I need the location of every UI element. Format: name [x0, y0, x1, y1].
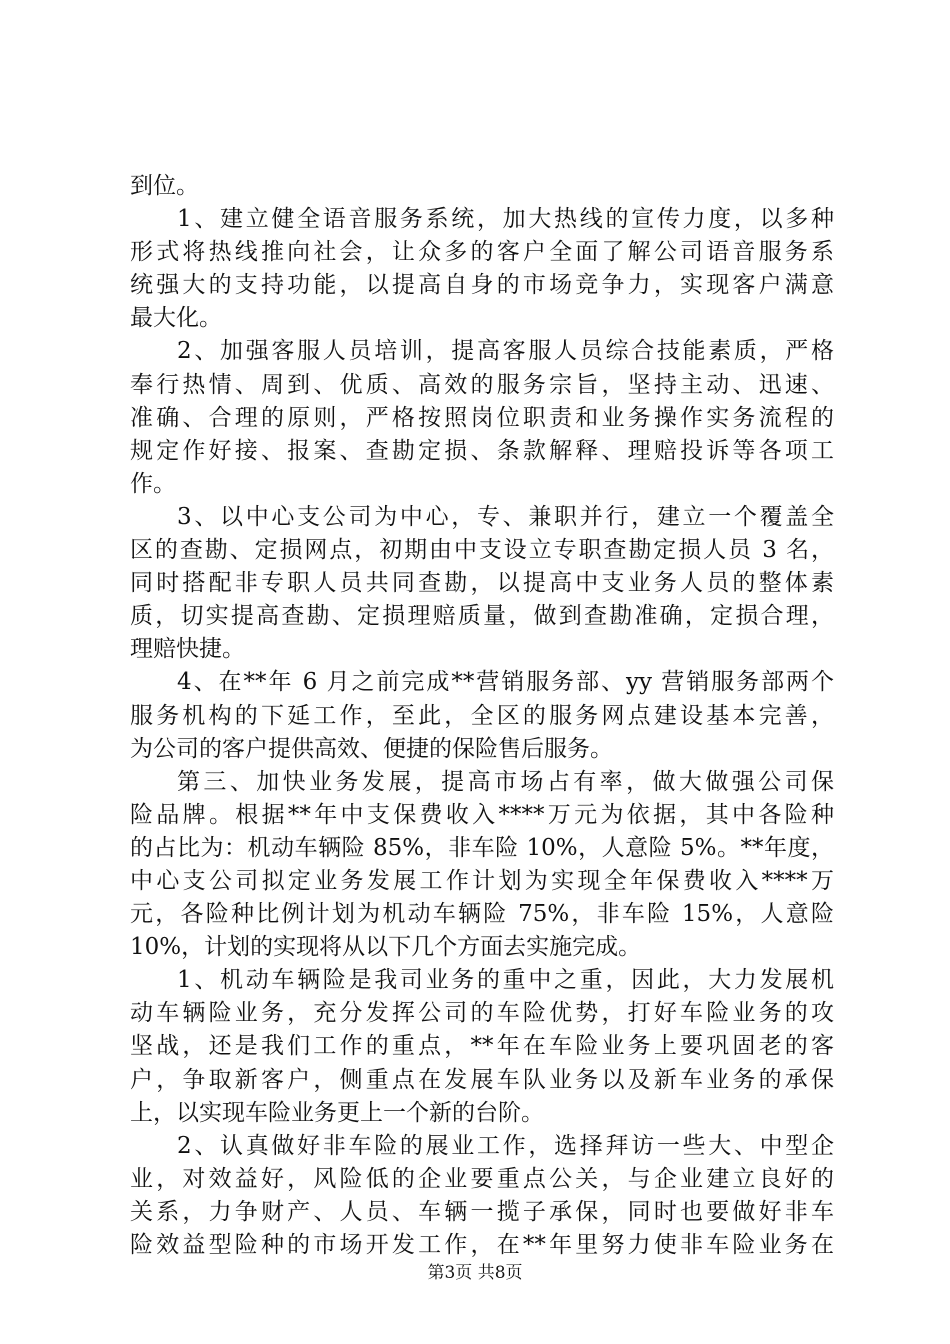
- paragraph-line: 中心支公司拟定业务发展工作计划为实现全年保费收入****万: [130, 867, 834, 894]
- paragraph-line: 动车辆险业务，充分发挥公司的车险优势，打好车险业务的攻: [130, 1000, 834, 1027]
- paragraph-line: 元，各险种比例计划为机动车辆险 75%，非车险 15%，人意险: [130, 901, 834, 928]
- paragraph-line: 4、在**年 6 月之前完成**营销服务部、yy 营销服务部两个: [177, 669, 834, 696]
- paragraph-line: 险品牌。根据**年中支保费收入****万元为依据，其中各险种: [130, 801, 834, 828]
- paragraph-line: 最大化。: [130, 305, 222, 332]
- paragraph-line: 理赔快捷。: [130, 636, 245, 663]
- paragraph-line: 奉行热情、周到、优质、高效的服务宗旨，坚持主动、迅速、: [130, 371, 834, 398]
- paragraph-line: 上，以实现车险业务更上一个新的台阶。: [130, 1099, 544, 1126]
- paragraph-line: 2、加强客服人员培训，提高客服人员综合技能素质，严格: [177, 338, 834, 365]
- page-footer: 第3页 共8页: [427, 1263, 523, 1283]
- paragraph-line: 10%，计划的实现将从以下几个方面去实施完成。: [130, 934, 642, 961]
- paragraph-line: 到位。: [130, 173, 199, 199]
- paragraph-line: 规定作好接、报案、查勘定损、条款解释、理赔投诉等各项工: [130, 437, 834, 464]
- paragraph-line: 3、以中心支公司为中心，专、兼职并行，建立一个覆盖全: [177, 503, 834, 530]
- paragraph-line: 准确、合理的原则，严格按照岗位职责和业务操作实务流程的: [130, 404, 834, 431]
- paragraph-line: 同时搭配非专职人员共同查勘，以提高中支业务人员的整体素: [130, 570, 834, 597]
- paragraph-line: 区的查勘、定损网点，初期由中支设立专职查勘定损人员 3 名，: [130, 537, 834, 564]
- paragraph-line: 统强大的支持功能，以提高自身的市场竞争力，实现客户满意: [130, 272, 834, 299]
- paragraph-line: 服务机构的下延工作，至此，全区的服务网点建设基本完善，: [130, 702, 834, 729]
- paragraph-line: 第三、加快业务发展，提高市场占有率，做大做强公司保: [177, 768, 834, 795]
- document-body: [130, 170, 834, 1262]
- paragraph-line: 作。: [130, 470, 176, 497]
- paragraph-line: 1、机动车辆险是我司业务的重中之重，因此，大力发展机: [177, 967, 834, 994]
- paragraph-line: 1、建立健全语音服务系统，加大热线的宣传力度，以多种: [177, 206, 834, 233]
- paragraph-line: 险效益型险种的市场开发工作，在**年里努力使非车险业务在: [130, 1232, 834, 1258]
- paragraph-line: 形式将热线推向社会，让众多的客户全面了解公司语音服务系: [130, 239, 834, 266]
- paragraph-line: 坚战，还是我们工作的重点，**年在车险业务上要巩固老的客: [130, 1033, 834, 1060]
- paragraph-line: 的占比为：机动车辆险 85%，非车险 10%，人意险 5%。**年度，: [130, 834, 834, 861]
- paragraph-line: 业，对效益好，风险低的企业要重点公关，与企业建立良好的: [130, 1165, 834, 1192]
- paragraph-line: 质，切实提高查勘、定损理赔质量，做到查勘准确，定损合理，: [130, 603, 834, 630]
- paragraph-line: 关系，力争财产、人员、车辆一揽子承保，同时也要做好非车: [130, 1198, 834, 1225]
- paragraph-line: 为公司的客户提供高效、便捷的保险售后服务。: [130, 735, 613, 762]
- paragraph-line: 2、认真做好非车险的展业工作，选择拜访一些大、中型企: [177, 1132, 834, 1159]
- paragraph-line: 户，争取新客户，侧重点在发展车队业务以及新车业务的承保: [130, 1066, 834, 1093]
